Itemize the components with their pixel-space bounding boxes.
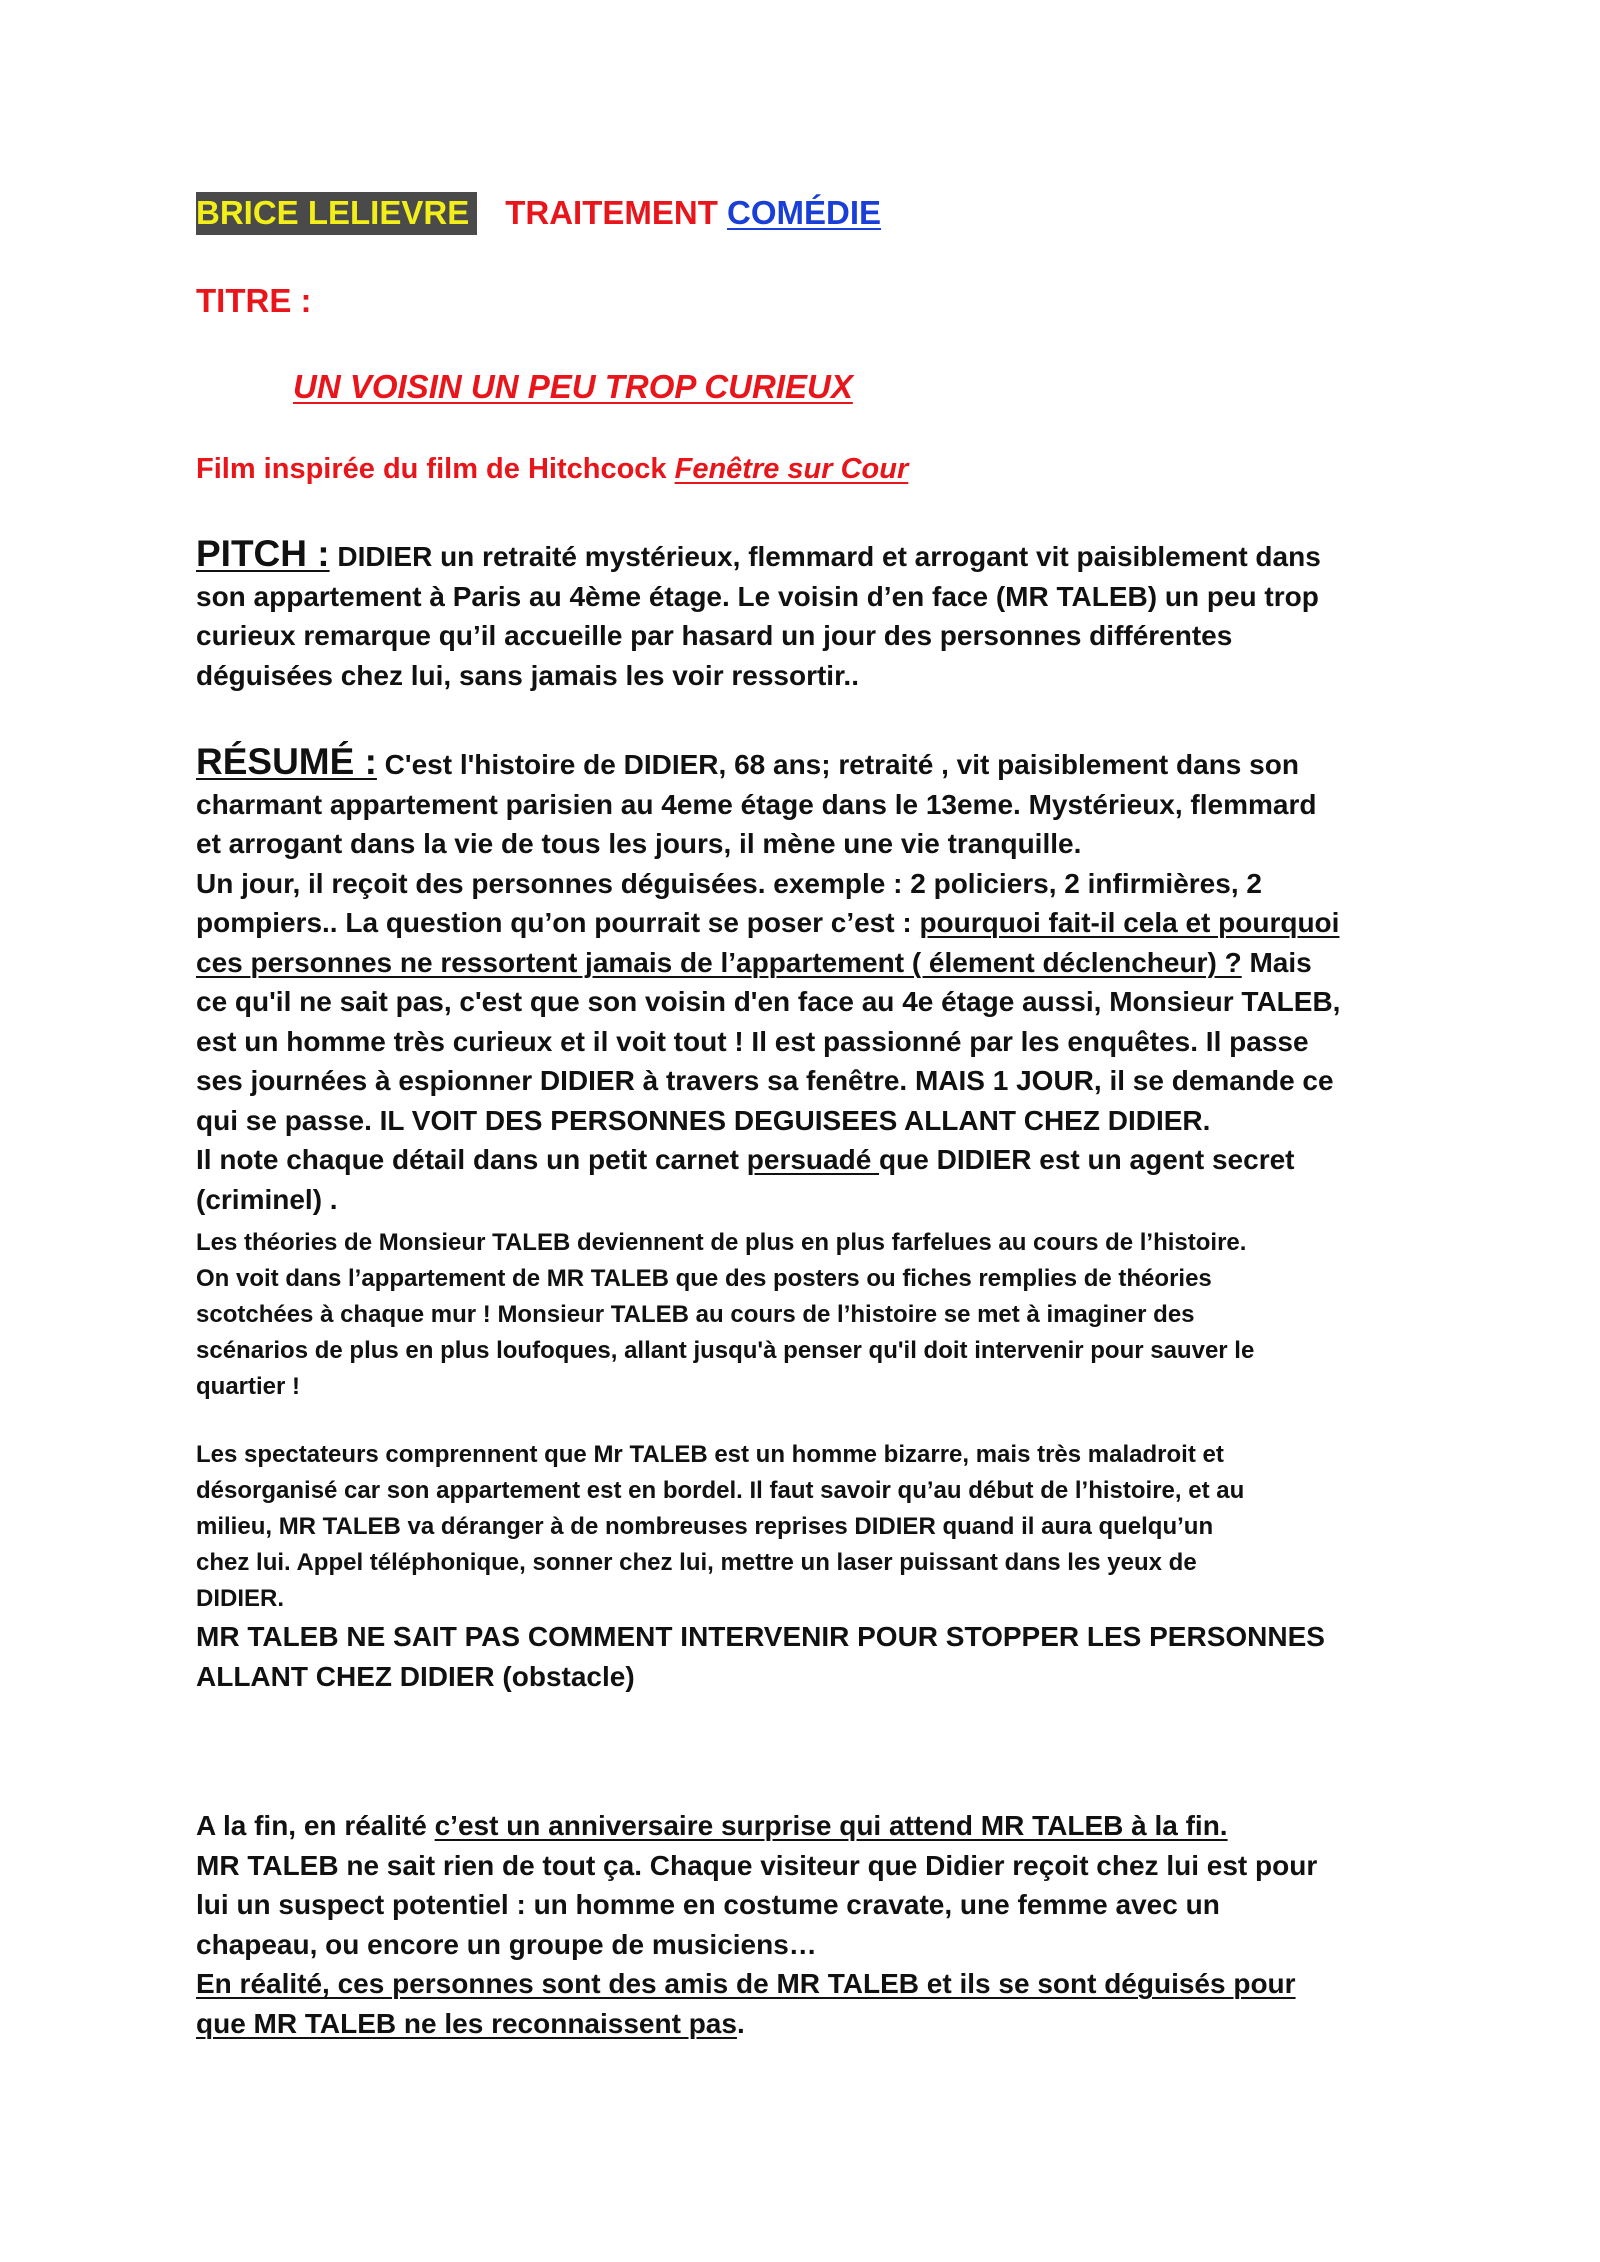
resume-line-12: (criminel) . [196,1183,338,1215]
fin-line-6a: que MR TALEB ne les reconnaissent pas [196,2007,737,2039]
resume-line-5a: pompiers.. La question qu’on pourrait se poser c’est : [196,907,920,938]
resume-line-10: qui se passe. IL VOIT DES PERSONNES DEGUISEES ALLANT CHEZ DIDIER. [196,1104,1211,1136]
fin-line-1b: c’est un anniversaire surprise qui attend MR TALEB à la fin. [434,1810,1228,1841]
obstacle-line-2: ALLANT CHEZ DIDIER (obstacle) [196,1661,635,1692]
theories-line-4: scénarios de plus en plus loufoques, allant jusqu'à penser qu'il doit intervenir pour sauver le [196,1337,1255,1364]
pitch-line-3: curieux remarque qu’il accueille par hasard un jour des personnes différentes [196,620,1233,651]
pitch-line-1: DIDIER un retraité mystérieux, flemmard et arrogant vit paisiblement dans [329,541,1321,572]
fin-line-1a: A la fin, en réalité [196,1810,435,1841]
pitch-section [196,534,1436,695]
document-title: UN VOISIN UN PEU TROP CURIEUX [293,368,853,405]
spectateurs-paragraph [196,1437,1436,1617]
resume-line-1: C'est l'histoire de DIDIER, 68 ans; retraité , vit paisiblement dans son [376,749,1299,780]
theories-paragraph [196,1225,1436,1405]
resume-line-2: charmant appartement parisien au 4eme étage dans le 13eme. Mystérieux, flemmard [196,788,1317,820]
fin-line-3: lui un suspect potentiel : un homme en costume cravate, une femme avec un [196,1889,1220,1920]
fin-line-6b: . [736,2007,745,2039]
spectateurs-line-2: désorganisé car son appartement est en bordel. Il faut savoir qu’au début de l’histoire, et au [196,1477,1245,1504]
resume-section [196,742,1436,1219]
resume-line-6b: Mais [1241,946,1312,978]
titre-label: TITRE : [196,282,312,319]
resume-line-7: ce qu'il ne sait pas, c'est que son voisin d'en face au 4e étage aussi, Monsieur TALEB, [196,986,1341,1017]
resume-line-11a: Il note chaque détail dans un petit carnet [196,1144,747,1175]
obstacle-line-1: MR TALEB NE SAIT PAS COMMENT INTERVENIR POUR STOPPER LES PERSONNES [196,1621,1325,1652]
resume-line-4: Un jour, il reçoit des personnes déguisées. exemple : 2 policiers, 2 infirmières, 2 [196,867,1262,899]
obstacle-paragraph [196,1617,1436,1697]
fin-line-4: chapeau, ou encore un groupe de musiciens… [196,1928,817,1960]
fin-line-5: En réalité, ces personnes sont des amis de MR TALEB et ils se sont déguisés pour [196,1968,1296,1999]
spectateurs-line-3: milieu, MR TALEB va déranger à de nombreuses reprises DIDIER quand il aura quelqu’un [196,1513,1214,1540]
inspiration-prefix: Film inspirée du film de Hitchcock [196,453,675,485]
spectateurs-line-5: DIDIER. [196,1585,285,1612]
author-name: BRICE LELIEVRE [196,192,477,235]
theories-line-3: scotchées à chaque mur ! Monsieur TALEB au cours de l’histoire se met à imaginer des [196,1301,1195,1328]
resume-label: RÉSUMÉ : [196,741,377,782]
pitch-label: PITCH : [196,533,330,574]
fin-line-2: MR TALEB ne sait rien de tout ça. Chaque visiteur que Didier reçoit chez lui est pour [196,1849,1318,1881]
resume-line-6a: ces personnes ne ressortent jamais de l’appartement ( élement déclencheur) ? [196,946,1242,978]
genre-label: COMÉDIE [727,194,882,231]
inspiration-film: Fenêtre sur Cour [674,453,909,485]
theories-line-1: Les théories de Monsieur TALEB deviennent de plus en plus farfelues au cours de l’histoire. [196,1229,1247,1256]
resume-line-9: ses journées à espionner DIDIER à travers sa fenêtre. MAIS 1 JOUR, il se demande ce [196,1065,1334,1096]
resume-line-3: et arrogant dans la vie de tous les jours, il mène une vie tranquille. [196,828,1082,859]
theories-line-2: On voit dans l’appartement de MR TALEB que des posters ou fiches remplies de théories [196,1265,1212,1292]
theories-line-5: quartier ! [196,1373,301,1400]
inspiration-line [196,453,908,486]
document-header [196,194,881,232]
resume-line-11c: que DIDIER est un agent secret [879,1144,1295,1175]
spectateurs-line-1: Les spectateurs comprennent que Mr TALEB est un homme bizarre, mais très maladroit et [196,1441,1224,1468]
pitch-line-2: son appartement à Paris au 4ème étage. Le voisin d’en face (MR TALEB) un peu trop [196,580,1319,612]
pitch-line-4: déguisées chez lui, sans jamais les voir ressortir.. [196,659,859,691]
fin-paragraph [196,1806,1436,2043]
resume-line-11b: persuadé [746,1144,880,1175]
resume-line-8: est un homme très curieux et il voit tout ! Il est passionné par les enquêtes. Il passe [196,1025,1309,1057]
resume-line-5b: pourquoi fait-il cela et pourquoi [919,907,1340,938]
traitement-label: TRAITEMENT [505,194,718,231]
spectateurs-line-4: chez lui. Appel téléphonique, sonner chez lui, mettre un laser puissant dans les yeux de [196,1549,1197,1576]
